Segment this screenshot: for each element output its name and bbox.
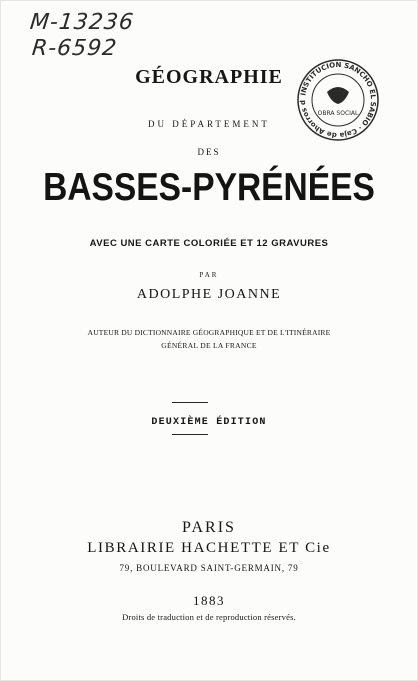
publication-year: 1883 — [193, 593, 225, 608]
author-description-line1: AUTEUR DU DICTIONNAIRE GÉOGRAPHIQUE ET DE L'ITINÉRAIRE — [87, 328, 331, 337]
svg-text:OBRA SOCIAL: OBRA SOCIAL — [317, 110, 359, 117]
par-label: PAR — [199, 271, 219, 279]
divider-top — [172, 402, 208, 403]
subtitle: AVEC UNE CARTE COLORIÉE ET 12 GRAVURES — [89, 238, 329, 249]
handwritten-shelfmark-2: R-6592 — [30, 36, 119, 61]
svg-text:INSTITUCION SANCHO EL SABIO ·: INSTITUCION SANCHO EL SABIO · Caja de Ahorros d — [298, 60, 378, 140]
author-description-line2: GÉNÉRAL DE LA FRANCE — [161, 341, 257, 350]
publisher-address: 79, BOULEVARD SAINT-GERMAIN, 79 — [119, 563, 299, 573]
title-top: GÉOGRAPHIE — [135, 66, 283, 88]
publisher-name: LIBRAIRIE HACHETTE ET Cie — [87, 540, 331, 556]
handwritten-shelfmark-1: M-13236 — [28, 10, 136, 35]
main-title: BASSES-PYRÉNÉES — [43, 166, 375, 209]
publisher-city: PARIS — [182, 519, 236, 536]
author-name: ADOLPHE JOANNE — [136, 287, 282, 302]
divider-bottom — [172, 434, 208, 435]
rights-notice: Droits de traduction et de reproduction réservés. — [122, 612, 296, 622]
des-label: DES — [197, 147, 221, 157]
du-departement: DU DÉPARTEMENT — [148, 119, 270, 129]
edition-label: DEUXIÈME ÉDITION — [151, 417, 267, 428]
